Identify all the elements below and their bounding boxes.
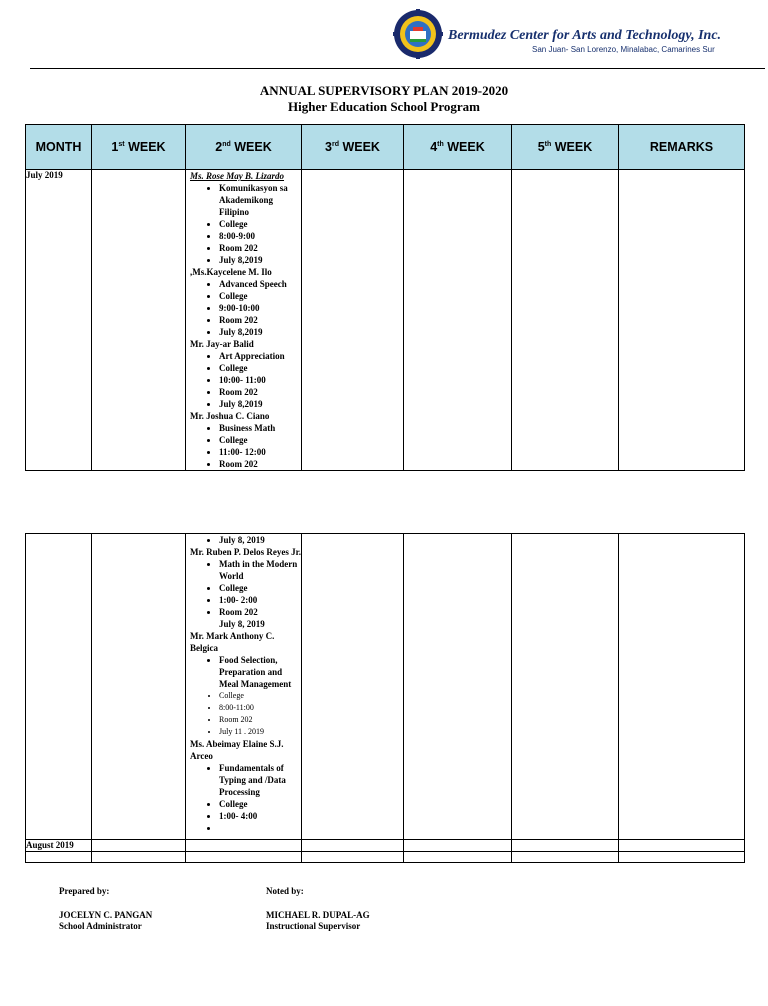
month-cell: August 2019 bbox=[26, 840, 92, 852]
col-remarks: REMARKS bbox=[619, 125, 745, 170]
remarks-cell bbox=[619, 852, 745, 863]
week5-cell bbox=[512, 852, 619, 863]
week3-cell bbox=[302, 534, 404, 840]
school-seal-icon bbox=[393, 9, 443, 59]
instructor-name: Mr. Joshua C. Ciano bbox=[190, 411, 270, 421]
list-item: • Math in the Modern World bbox=[219, 558, 301, 582]
letterhead bbox=[0, 0, 768, 70]
week2-cell bbox=[186, 840, 302, 852]
schedule-list bbox=[186, 350, 301, 410]
prepared-by-title: School Administrator bbox=[59, 921, 142, 931]
remarks-cell bbox=[619, 840, 745, 852]
col-week-5: 5th WEEK bbox=[512, 125, 619, 170]
table-row bbox=[26, 840, 745, 852]
list-item bbox=[219, 822, 301, 834]
org-name: Bermudez Center for Arts and Technology, Inc. bbox=[448, 28, 722, 43]
list-item: • College bbox=[219, 798, 301, 810]
col-week-1: 1st WEEK bbox=[92, 125, 186, 170]
table-row bbox=[26, 534, 745, 840]
noted-by-title: Instructional Supervisor bbox=[266, 921, 361, 931]
schedule-list bbox=[186, 182, 301, 266]
noted-by-name: MICHAEL R. DUPAL-AG bbox=[266, 910, 370, 920]
instructor-name: Ms. Rose May B. Lizardo bbox=[190, 171, 285, 181]
instructor-name: Mr. Mark Anthony C. Belgica bbox=[190, 631, 275, 653]
list-item: • College bbox=[219, 362, 301, 374]
prepared-by-label: Prepared by: bbox=[59, 886, 110, 896]
list-item: • Food Selection, Preparation and Meal Management bbox=[219, 654, 301, 690]
week5-cell bbox=[512, 170, 619, 471]
list-item: • Room 202 bbox=[219, 714, 301, 726]
noted-by-label: Noted by: bbox=[266, 886, 304, 896]
month-cell: July 2019 bbox=[26, 170, 92, 471]
list-item: • July 8, 2019 bbox=[219, 534, 301, 546]
list-item: • 10:00- 11:00 bbox=[219, 374, 301, 386]
schedule-list bbox=[186, 654, 301, 738]
week2-cell bbox=[186, 170, 302, 471]
list-item: • Business Math bbox=[219, 422, 301, 434]
list-item: • Room 202 bbox=[219, 314, 301, 326]
col-week-3: 3rd WEEK bbox=[302, 125, 404, 170]
list-item: • Art Appreciation bbox=[219, 350, 301, 362]
list-item: • Advanced Speech bbox=[219, 278, 301, 290]
week5-cell bbox=[512, 534, 619, 840]
schedule-list bbox=[186, 558, 301, 618]
document-title: ANNUAL SUPERVISORY PLAN 2019-2020 bbox=[259, 83, 509, 98]
week1-cell bbox=[92, 852, 186, 863]
week3-cell bbox=[302, 170, 404, 471]
list-item: • College bbox=[219, 690, 301, 702]
schedule-list bbox=[186, 422, 301, 470]
week4-cell bbox=[404, 840, 512, 852]
table-row bbox=[26, 170, 745, 471]
list-item: • College bbox=[219, 434, 301, 446]
schedule-list bbox=[186, 534, 301, 546]
plan-table-page1 bbox=[25, 124, 745, 471]
table-row bbox=[26, 852, 745, 863]
week1-cell bbox=[92, 840, 186, 852]
week4-cell bbox=[404, 534, 512, 840]
week2-cell bbox=[186, 852, 302, 863]
remarks-cell bbox=[619, 534, 745, 840]
instructor-name: Mr. Ruben P. Delos Reyes Jr. bbox=[190, 547, 302, 557]
week3-cell bbox=[302, 840, 404, 852]
instructor-name: Ms. Abeimay Elaine S.J. Arceo bbox=[190, 739, 284, 761]
list-item: • Room 202 bbox=[219, 458, 301, 470]
plan-table-page2 bbox=[25, 533, 745, 863]
org-address: San Juan- San Lorenzo, Minalabac, Camarines Sur bbox=[532, 45, 715, 54]
list-item: • Room 202 bbox=[219, 242, 301, 254]
list-item: • 9:00-10:00 bbox=[219, 302, 301, 314]
schedule-date: July 8, 2019 bbox=[219, 619, 265, 629]
remarks-cell bbox=[619, 170, 745, 471]
week2-cell bbox=[186, 534, 302, 840]
document-subtitle: Higher Education School Program bbox=[288, 99, 480, 114]
list-item: • College bbox=[219, 218, 301, 230]
instructor-name: ,Ms.Kaycelene M. Ilo bbox=[190, 267, 272, 277]
schedule-list bbox=[186, 278, 301, 338]
list-item: • 11:00- 12:00 bbox=[219, 446, 301, 458]
list-item: • July 8,2019 bbox=[219, 326, 301, 338]
week5-cell bbox=[512, 840, 619, 852]
list-item: • Fundamentals of Typing and /Data Processing bbox=[219, 762, 301, 798]
month-cell bbox=[26, 534, 92, 840]
list-item: • 1:00- 2:00 bbox=[219, 594, 301, 606]
schedule-list bbox=[186, 762, 301, 834]
week1-cell bbox=[92, 534, 186, 840]
list-item: • Room 202 bbox=[219, 386, 301, 398]
list-item: • College bbox=[219, 582, 301, 594]
list-item: • July 8,2019 bbox=[219, 254, 301, 266]
list-item: • July 11 . 2019 bbox=[219, 726, 301, 738]
week4-cell bbox=[404, 852, 512, 863]
list-item: • July 8,2019 bbox=[219, 398, 301, 410]
week3-cell bbox=[302, 852, 404, 863]
header-divider bbox=[30, 68, 765, 69]
week4-cell bbox=[404, 170, 512, 471]
list-item: • 8:00-9:00 bbox=[219, 230, 301, 242]
prepared-by-name: JOCELYN C. PANGAN bbox=[59, 910, 153, 920]
list-item: • Komunikasyon sa Akademikong Filipino bbox=[219, 182, 301, 218]
instructor-name: Mr. Jay-ar Balid bbox=[190, 339, 254, 349]
table-header-row bbox=[26, 125, 745, 170]
list-item: • 1:00- 4:00 bbox=[219, 810, 301, 822]
week1-cell bbox=[92, 170, 186, 471]
list-item: • Room 202 bbox=[219, 606, 301, 618]
col-week-2: 2nd WEEK bbox=[186, 125, 302, 170]
month-cell bbox=[26, 852, 92, 863]
col-week-4: 4th WEEK bbox=[404, 125, 512, 170]
col-month: MONTH bbox=[26, 125, 92, 170]
list-item: • 8:00-11:00 bbox=[219, 702, 301, 714]
list-item: • College bbox=[219, 290, 301, 302]
